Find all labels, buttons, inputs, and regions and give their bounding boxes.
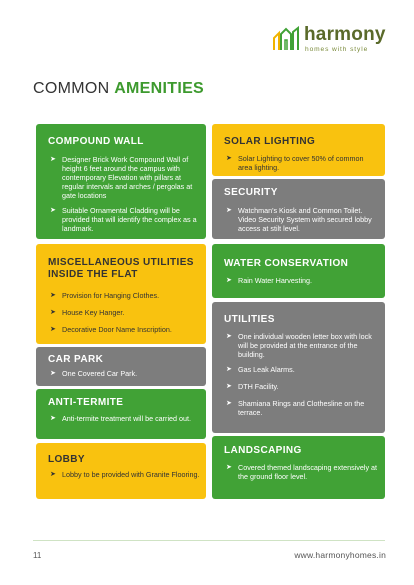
arrow-icon: ➤ (226, 366, 232, 373)
car-park-heading: CAR PARK (48, 354, 104, 365)
list-item: ➤ Anti-termite treatment will be carried out. (50, 414, 192, 423)
misc-utilities-heading: MISCELLANEOUS UTILITIES INSIDE THE FLAT (48, 257, 194, 280)
anti-termite-card (36, 389, 206, 439)
list-item: ➤ Watchman's Kiosk and Common Toilet. Video Security System with secured lobby access at stilt level. (226, 206, 372, 233)
water-conservation-heading: WATER CONSERVATION (224, 258, 349, 269)
arrow-icon: ➤ (226, 207, 232, 214)
arrow-icon: ➤ (50, 471, 56, 478)
list-item: ➤ DTH Facility. (226, 382, 279, 391)
car-park-card (36, 347, 206, 386)
utilities-heading: UTILITIES (224, 314, 275, 325)
utilities-card (212, 302, 385, 433)
brand-name: harmony (304, 24, 386, 45)
list-item: ➤ Solar Lighting to cover 50% of common area lighting. (226, 154, 364, 172)
arrow-icon: ➤ (226, 155, 232, 162)
arrow-icon: ➤ (50, 292, 56, 299)
anti-termite-heading: ANTI-TERMITE (48, 397, 124, 408)
arrow-icon: ➤ (50, 415, 56, 422)
list-item: ➤ Provision for Hanging Clothes. (50, 291, 160, 300)
list-item: ➤ House Key Hanger. (50, 308, 125, 317)
arrow-icon: ➤ (50, 326, 56, 333)
water-conservation-card (212, 244, 385, 298)
list-item: ➤ One Covered Car Park. (50, 369, 138, 378)
brand-logo (272, 24, 392, 54)
list-item: ➤ Covered themed landscaping extensively at the ground floor level. (226, 463, 378, 481)
solar-lighting-heading: SOLAR LIGHTING (224, 136, 316, 147)
website-link[interactable]: www.harmonyhomes.in (294, 550, 386, 560)
harmony-logo-icon (272, 26, 300, 52)
compound-wall-heading: COMPOUND WALL (48, 136, 144, 147)
list-item: ➤ Gas Leak Alarms. (226, 365, 295, 374)
arrow-icon: ➤ (50, 156, 56, 163)
footer-divider (33, 540, 385, 541)
list-item: ➤ Suitable Ornamental Cladding will be provided that will identify the complex as a landmark. (50, 206, 197, 233)
landscaping-card (212, 436, 385, 499)
lobby-card (36, 443, 206, 499)
list-item: ➤ Shamiana Rings and Clothesline on the terrace. (226, 399, 365, 417)
list-item: ➤ Rain Water Harvesting. (226, 276, 313, 285)
brand-tagline: homes with style (305, 46, 369, 53)
page-title-prefix: COMMON (33, 80, 115, 97)
landscaping-heading: LANDSCAPING (224, 445, 302, 456)
arrow-icon: ➤ (226, 333, 232, 340)
list-item: ➤ Designer Brick Work Compound Wall of height 6 feet around the campus with contemporary Elevation with pillars at regular intervals and arches / pergolas at gate locations (50, 155, 193, 200)
list-item: ➤ Decorative Door Name Inscription. (50, 325, 172, 334)
page-title (33, 80, 204, 98)
solar-lighting-card (212, 124, 385, 176)
arrow-icon: ➤ (226, 277, 232, 284)
arrow-icon: ➤ (50, 370, 56, 377)
arrow-icon: ➤ (50, 207, 56, 214)
arrow-icon: ➤ (226, 400, 232, 407)
page-title-accent: AMENITIES (114, 80, 205, 97)
page-number: 11 (33, 551, 42, 560)
security-heading: SECURITY (224, 187, 278, 198)
list-item: ➤ Lobby to be provided with Granite Flooring. (50, 470, 200, 479)
security-card (212, 179, 385, 239)
list-item: ➤ One individual wooden letter box with lock will be provided at the entrance of the building. (226, 332, 372, 359)
arrow-icon: ➤ (50, 309, 56, 316)
arrow-icon: ➤ (226, 464, 232, 471)
compound-wall-card (36, 124, 206, 239)
misc-utilities-card (36, 244, 206, 344)
arrow-icon: ➤ (226, 383, 232, 390)
lobby-heading: LOBBY (48, 454, 85, 465)
